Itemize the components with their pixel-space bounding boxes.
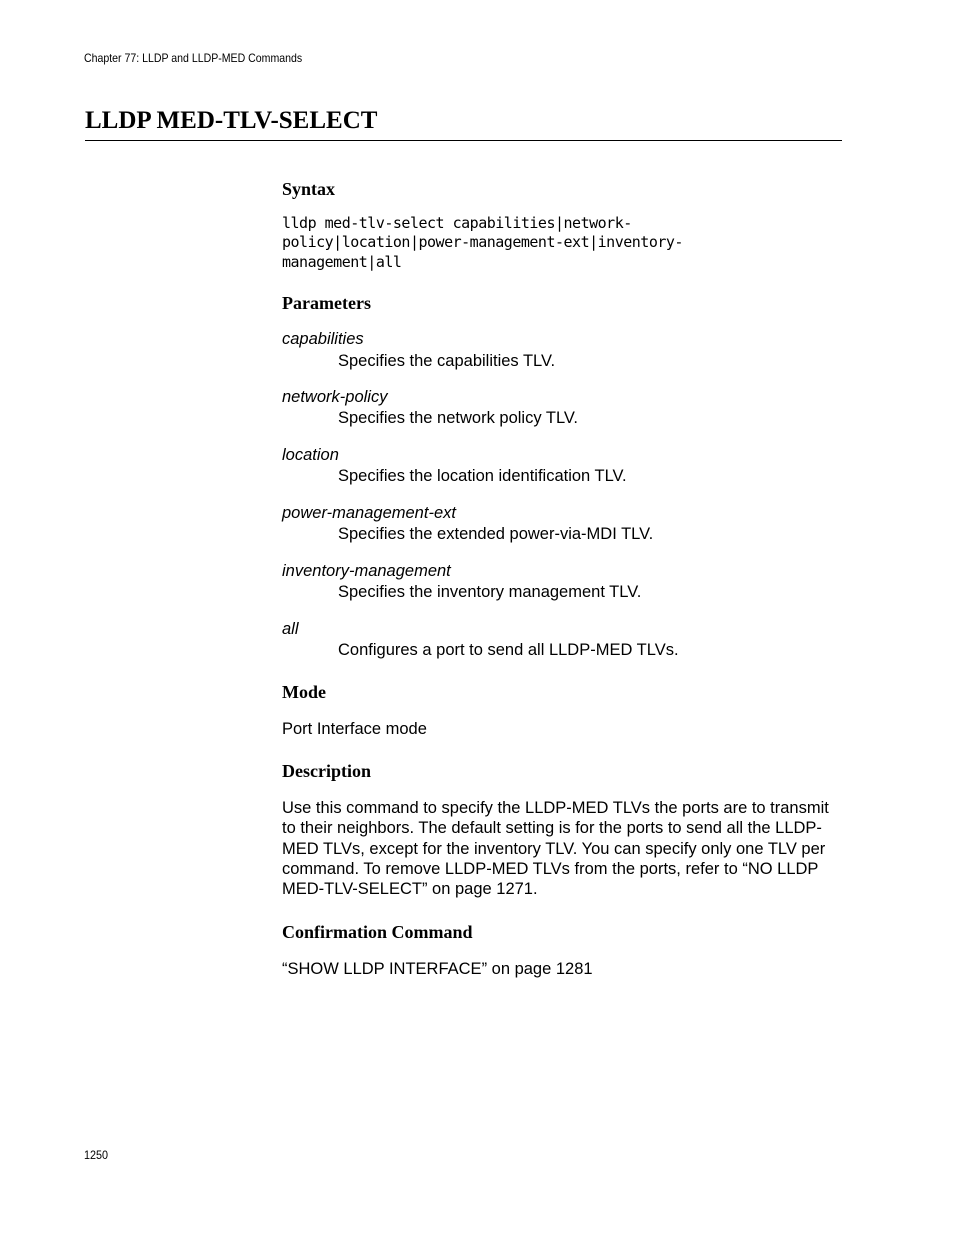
page-title: LLDP MED-TLV-SELECT (85, 107, 378, 134)
title-rule (85, 140, 842, 141)
confirmation-text: “SHOW LLDP INTERFACE” on page 1281 (282, 959, 593, 978)
parameter-desc: Specifies the capabilities TLV. (338, 351, 556, 370)
syntax-code: lldp med-tlv-select capabilities|network- policy|location|power-management-ext|inventory- management|all (282, 214, 683, 271)
confirmation-heading: Confirmation Command (282, 921, 473, 942)
parameter-item (282, 561, 847, 602)
parameters-heading: Parameters (282, 292, 371, 313)
parameter-desc: Configures a port to send all LLDP-MED TLVs. (338, 640, 679, 659)
parameter-name: all (282, 619, 299, 638)
parameter-item (282, 329, 847, 371)
parameter-name: location (282, 445, 339, 464)
description-heading: Description (282, 761, 371, 782)
parameter-item (282, 387, 847, 428)
parameter-desc: Specifies the extended power-via-MDI TLV. (338, 524, 654, 543)
parameter-name: network-policy (282, 387, 388, 406)
parameter-desc: Specifies the network policy TLV. (338, 408, 578, 427)
parameter-desc: Specifies the inventory management TLV. (338, 582, 642, 601)
mode-heading: Mode (282, 681, 326, 702)
parameter-name: power-management-ext (282, 503, 456, 522)
description-text: Use this command to specify the LLDP-MED TLVs the ports are to transmit to their neighbors. The default setting is for the ports to send all the LLDP-MED TLVs, except for the inventory TLV. You can specify only one TLV per command. To remove LLDP-MED TLVs from the ports, refer to “NO LLDP MED-TLV-SELECT” on page 1271. (282, 799, 829, 899)
parameter-name: capabilities (282, 329, 364, 348)
mode-text: Port Interface mode (282, 719, 427, 738)
parameter-list (282, 329, 847, 660)
parameter-item (282, 445, 847, 486)
page-number: 1250 (84, 1148, 109, 1162)
parameter-item (282, 503, 847, 544)
parameter-item (282, 619, 847, 660)
running-header: Chapter 77: LLDP and LLDP-MED Commands (84, 51, 303, 65)
syntax-heading: Syntax (282, 179, 336, 199)
content-column (282, 178, 847, 979)
parameter-desc: Specifies the location identification TLV. (338, 466, 627, 485)
parameter-name: inventory-management (282, 561, 451, 580)
